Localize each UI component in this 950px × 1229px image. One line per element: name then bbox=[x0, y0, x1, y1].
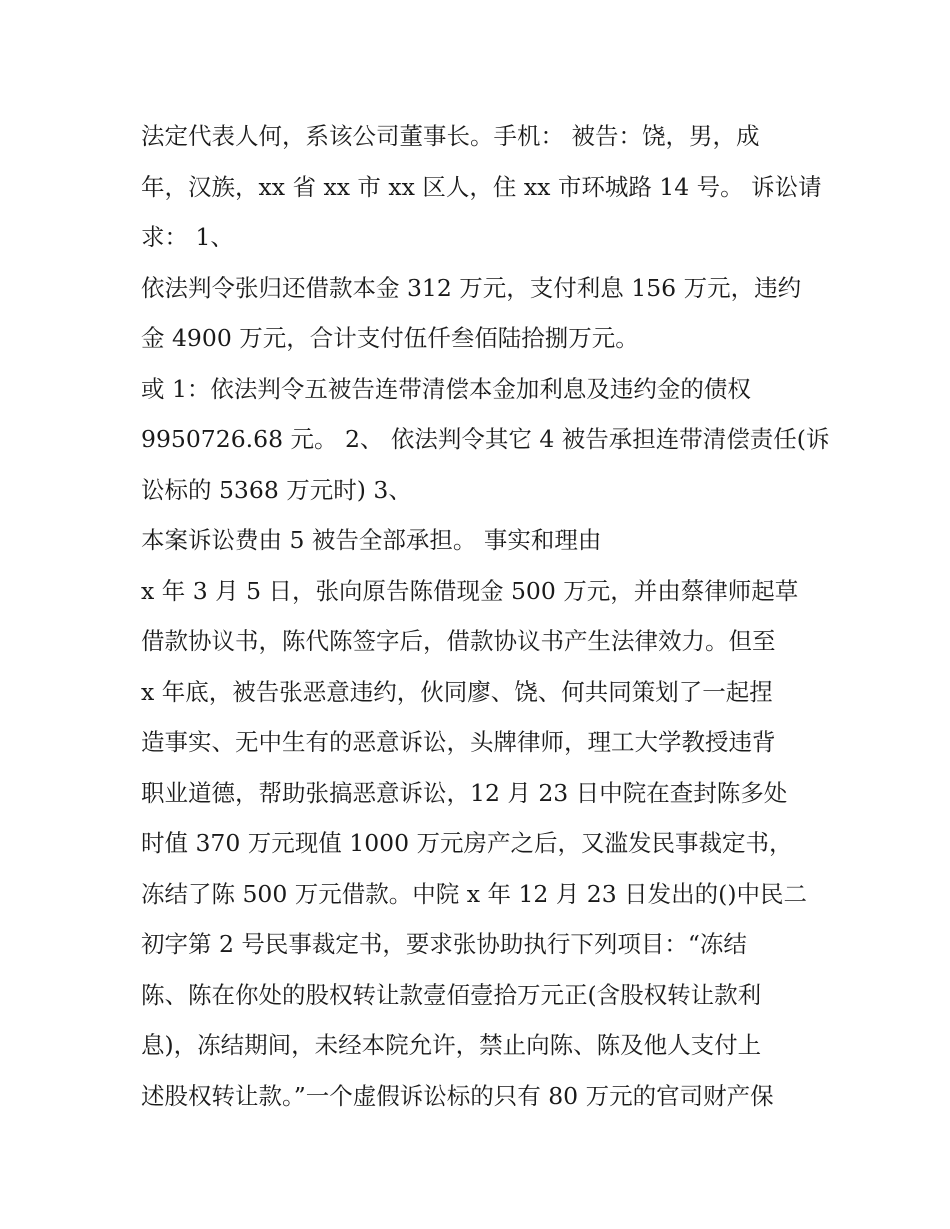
text-line: 金 4900 万元，合计支付伍仟叁佰陆拾捌万元。 bbox=[141, 324, 639, 352]
text-line: 依法判令张归还借款本金 312 万元，支付利息 156 万元，违约 bbox=[141, 273, 802, 302]
text-line: x 年 3 月 5 日，张向原告陈借现金 500 万元，并由蔡律师起草 bbox=[141, 576, 799, 605]
text-line: 本案诉讼费由 5 被告全部承担。 事实和理由 bbox=[141, 526, 602, 554]
text-line: 9950726.68 元。 2、 依法判令其它 4 被告承担连带清偿责任(诉 bbox=[141, 425, 830, 453]
text-line: 讼标的 5368 万元时) 3、 bbox=[141, 475, 412, 504]
text-line: 冻结了陈 500 万元借款。中院 x 年 12 月 23 日发出的()中民二 bbox=[141, 879, 808, 908]
text-line: 造事实、无中生有的恶意诉讼，头牌律师，理工大学教授违背 bbox=[141, 728, 776, 756]
text-line: 息)，冻结期间，未经本院允许，禁止向陈、陈及他人支付上 bbox=[141, 1031, 762, 1059]
text-line: 时值 370 万元现值 1000 万元房产之后，又滥发民事裁定书， bbox=[141, 829, 793, 857]
text-line: 求： 1、 bbox=[141, 223, 234, 251]
text-line: 借款协议书，陈代陈签字后，借款协议书产生法律效力。但至 bbox=[141, 627, 776, 655]
text-line: 述股权转让款。”一个虚假诉讼标的只有 80 万元的官司财产保 bbox=[141, 1081, 774, 1110]
text-line: 年，汉族，xx 省 xx 市 xx 区人，住 xx 市环城路 14 号。 诉讼请 bbox=[141, 172, 822, 201]
text-line: 或 1：依法判令五被告连带清偿本金加利息及违约金的债权 bbox=[141, 374, 751, 403]
document-body bbox=[141, 111, 831, 1121]
text-line: 初字第 2 号民事裁定书，要求张协助执行下列项目：“冻结 bbox=[141, 930, 747, 958]
text-line: 职业道德，帮助张搞恶意诉讼，12 月 23 日中院在查封陈多处 bbox=[141, 778, 788, 807]
text-line: 法定代表人何，系该公司董事长。手机： 被告：饶，男，成 bbox=[141, 122, 760, 150]
text-line: x 年底，被告张恶意违约，伙同廖、饶、何共同策划了一起捏 bbox=[141, 677, 773, 706]
text-line: 陈、陈在你处的股权转让款壹佰壹拾万元正(含股权转让款利 bbox=[141, 980, 762, 1009]
